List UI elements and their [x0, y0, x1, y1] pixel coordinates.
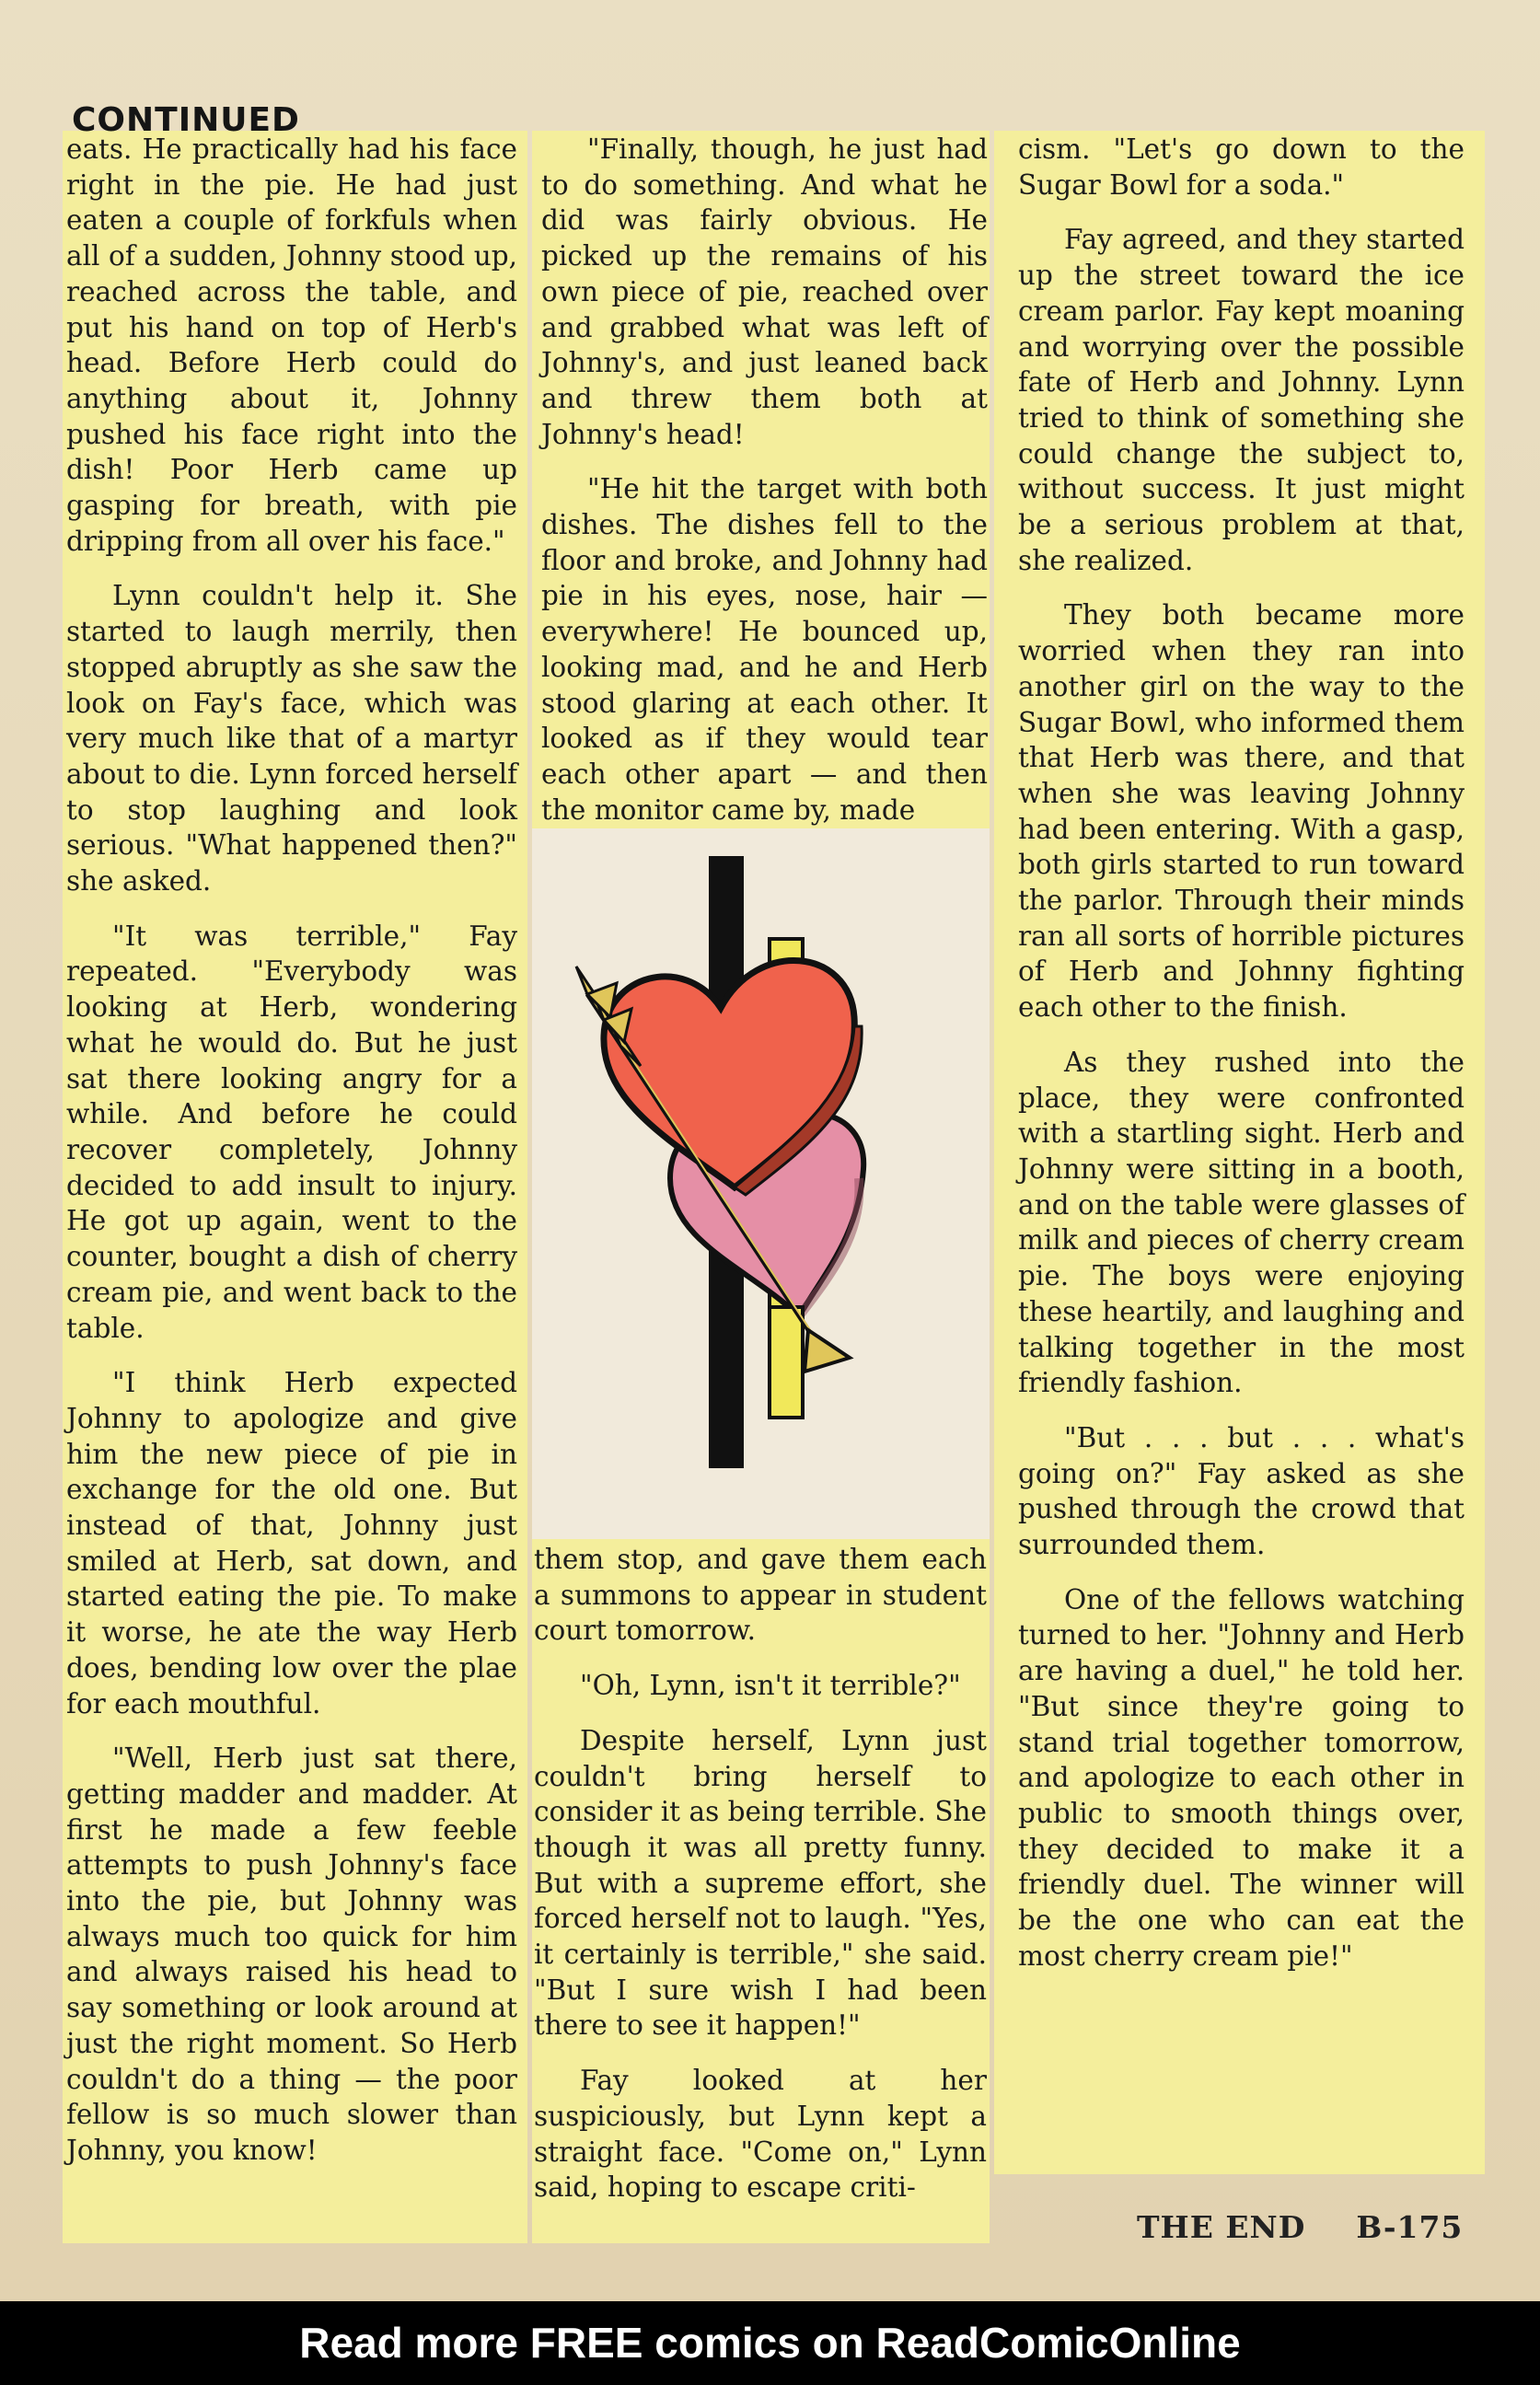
paragraph: "But . . . but . . . what's going on?" Fay asked as she pushed through the crowd that surrounded them.	[1018, 1421, 1465, 1561]
paragraph: "Oh, Lynn, isn't it terrible?"	[580, 1670, 961, 1702]
paragraph: them stop, and gave them each a summons to appear in student court tomorrow.	[534, 1544, 987, 1647]
paragraph: One of the fellows watching turned to her. "Johnny and Herb are having a duel," he told her. "But since they're going to stand trial together tomorrow, and apologize to each other in public to smooth things over, they decided to make it a friendly duel. The winner will be the one who can eat the most cherry cream pie!"	[1018, 1583, 1465, 1972]
paragraph: cism. "Let's go down to the Sugar Bowl for a soda."	[1018, 133, 1465, 201]
footer	[1137, 2209, 1463, 2245]
paragraph: They both became more worried when they ran into another girl on the way to the Sugar Bowl, who informed them that Herb was there, and that when she was leaving Johnny had been entering. With a gasp, both girls started to run toward the parlor. Through their minds ran all sorts of horrible pictures of Herb and Johnny fighting each other to the finish.	[1018, 599, 1465, 1024]
paragraph: "It was terrible," Fay repeated. "Everybody was looking at Herb, wondering what he would do. But he just sat there looking angry for a while. And before he could recover completely, Johnny decided to add insult to injury. He got up again, went to the counter, bought a dish of cherry cream pie, and went back to the table.	[66, 920, 517, 1344]
story-column-3	[1018, 132, 1465, 1974]
the-end-label: THE END	[1137, 2209, 1306, 2245]
paragraph: "Well, Herb just sat there, getting madder and madder. At first he made a few feeble attempts to push Johnny's face into the pie, but Johnny was always much too quick for him and always raised his head to say something or look around at just the right moment. So Herb couldn't do a thing — the poor fellow is so much slower than Johnny, you know!	[66, 1742, 517, 2166]
arrowhead-icon	[805, 1330, 850, 1372]
promo-banner[interactable]: Read more FREE comics on ReadComicOnline	[0, 2301, 1540, 2385]
paragraph: eats. He practically had his face right in the pie. He had just eaten a couple of forkfuls when all of a sudden, Johnny stood up, reached across the table, and put his hand on top of Herb's head. Before Herb could do anything about it, Johnny pushed his face right into the dish! Poor Herb came up gasping for breath, with pie dripping from all over his face."	[66, 133, 517, 557]
paragraph: "Finally, though, he just had to do something. And what he did was fairly obvious. He picked up the remains of his own piece of pie, reached over and grabbed what was left of Johnny's, and just leaned back and threw them both at Johnny's head!	[541, 133, 988, 450]
story-column-2-bottom	[534, 1542, 987, 2206]
paragraph: Lynn couldn't help it. She started to laugh merrily, then stopped abruptly as she saw the look on Fay's face, which was very much like that of a martyr about to die. Lynn forced herself to stop laughing and look serious. "What happened then?" she asked.	[66, 580, 517, 897]
story-column-1	[66, 132, 517, 2169]
story-column-2-top	[541, 132, 988, 828]
paragraph: Fay agreed, and they started up the street toward the ice cream parlor. Fay kept moaning and worrying over the possible fate of Herb and Johnny. Lynn tried to think of something she could change the subject to, without success. It just might be a serious problem at that, she realized.	[1018, 224, 1465, 576]
hearts-arrow-illustration	[532, 828, 990, 1539]
paragraph: "I think Herb expected Johnny to apologize and give him the new piece of pie in exchange for the old one. But instead of that, Johnny just smiled at Herb, sat down, and started eating the pie. To make it worse, he ate the way Herb does, bending low over the plae for each mouthful.	[66, 1367, 517, 1719]
paragraph: Fay looked at her suspiciously, but Lynn kept a straight face. "Come on," Lynn said, hoping to escape criti-	[534, 2065, 987, 2204]
paragraph: Despite herself, Lynn just couldn't bring herself to consider it as being terrible. She though it was all pretty funny. But with a supreme effort, she forced herself not to laugh. "Yes, it certainly is terrible," she said. "But I sure wish I had been there to see it happen!"	[534, 1724, 987, 2042]
paragraph: As they rushed into the place, they were confronted with a startling sight. Herb and Johnny were sitting in a booth, and on the table were glasses of milk and pieces of cherry cream pie. The boys were enjoying these heartily, and laughing and talking together in the most friendly fashion.	[1018, 1046, 1465, 1399]
page-code: B-175	[1356, 2209, 1464, 2245]
paragraph: "He hit the target with both dishes. The dishes fell to the floor and broke, and Johnny had pie in his eyes, nose, hair — everywhere! He bounced up, looking mad, and he and Herb stood glaring at each other. It looked as if they would tear each other apart — and then the monitor came by, made	[541, 473, 988, 826]
continued-header: CONTINUED	[72, 101, 300, 139]
